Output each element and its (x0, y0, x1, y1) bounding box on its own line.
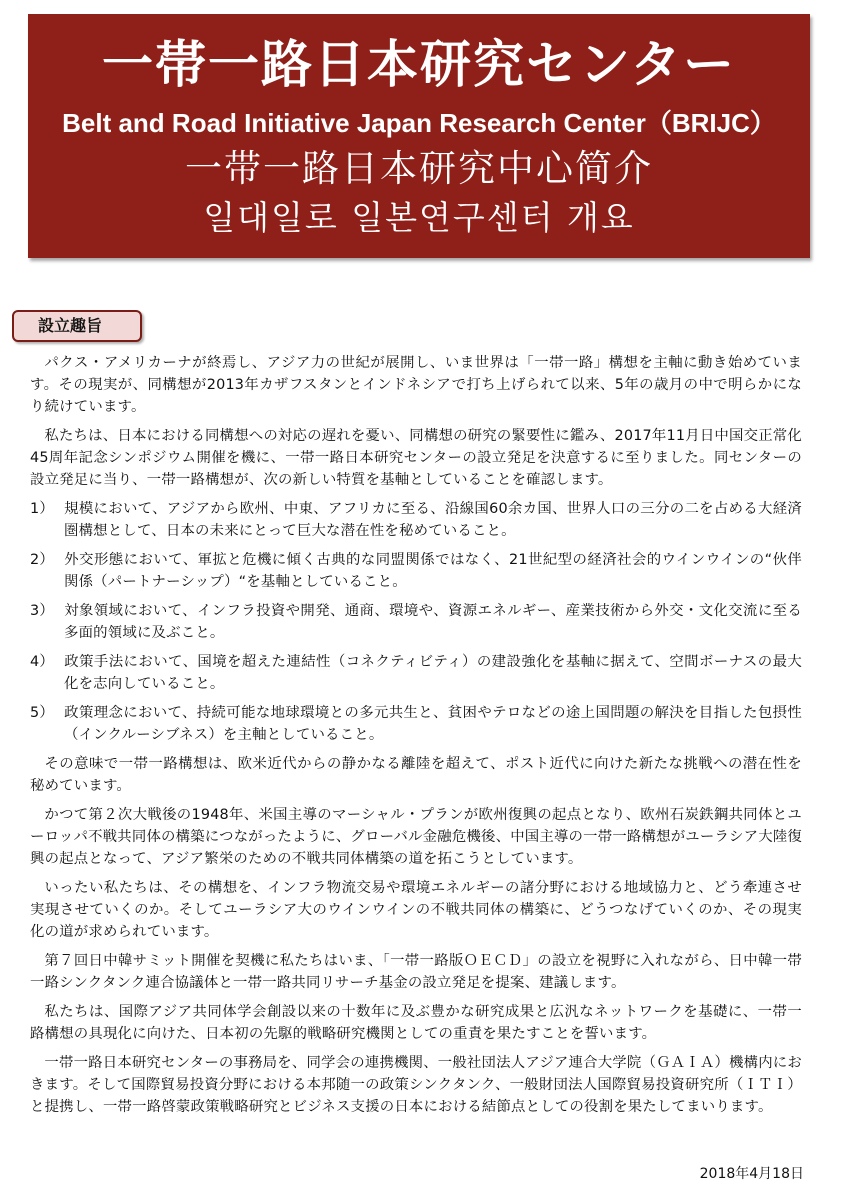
paragraph: 私たちは、日本における同構想への対応の遅れを憂い、同構想の研究の緊要性に鑑み、2017年11月日中国交正常化45周年記念シンポジウム開催を機に、一帯一路日本研究センターの設立発足を決意するに至りました。同センターの設立発足に当り、一帯一路構想が、次の新しい特質を基軸としていることを確認します。 (30, 428, 802, 488)
list-item-text: 外交形態において、軍拡と危機に傾く古典的な同盟関係ではなく、21世紀型の経済社会的ウインウインの“伙伴関係（パートナーシップ）“を基軸としていること。 (64, 552, 802, 590)
list-item-text: 政策手法において、国境を超えた連結性（コネクティビティ）の建設強化を基軸に据えて、空間ボーナスの最大化を志向していること。 (64, 654, 802, 692)
paragraph: かつて第２次大戦後の1948年、米国主導のマーシャル・プランが欧州復興の起点となり、欧州石炭鉄鋼共同体とユーロッパ不戦共同体の構築につながったように、グローバル金融危機後、中国主導の一帯一路構想がユーラシア大陸復興の起点となって、アジア繁栄のための不戦共同体構築の道を拓こうとしています。 (30, 807, 803, 867)
list-item-number: 5） (30, 705, 54, 721)
list-item (30, 651, 802, 695)
list-item-number: 1） (30, 501, 54, 517)
list-item (30, 549, 802, 593)
list-item (30, 600, 802, 644)
paragraph: その意味で一帯一路構想は、欧米近代からの静かなる離陸を超えて、ポスト近代に向けた新たな挑戦への潜在性を秘めています。 (30, 756, 802, 794)
paragraph: 私たちは、国際アジア共同体学会創設以来の十数年に及ぶ豊かな研究成果と広汎なネットワークを基礎に、一帯一路構想の具現化に向けた、日本初の先駆的戦略研究機関としての重責を果たすことを誓います。 (30, 1004, 802, 1042)
paragraph: パクス・アメリカーナが終焉し、アジア力の世紀が展開し、いま世界は「一帯一路」構想を主軸に動き始めています。その現実が、同構想が2013年カザフスタンとインドネシアで打ち上げられて以来、5年の歳月の中で明らかになり続けています。 (30, 355, 802, 415)
list-item (30, 702, 802, 746)
title-banner (28, 14, 810, 258)
list-item-number: 3） (30, 603, 54, 619)
list-item-text: 対象領域において、インフラ投資や開発、通商、環境や、資源エネルギー、産業技術から外交・文化交流に至る多面的領域に及ぶこと。 (64, 603, 802, 641)
title-english: Belt and Road Initiative Japan Research Center（BRIJC） (62, 108, 776, 138)
title-korean: 일대일로 일본연구센터 개요 (203, 198, 635, 237)
paragraph: 一帯一路日本研究センターの事務局を、同学会の連携機関、一般社団法人アジア連合大学院（ＧＡＩＡ）機構内におきます。そして国際貿易投資分野における本邦随一の政策シンクタンク、一般財団法人国際貿易投資研究所（ＩＴＩ）と提携し、一帯一路啓蒙政策戦略研究とビジネス支援の日本における結節点としての役割を果たしてまいります。 (30, 1055, 802, 1115)
title-japanese: 一帯一路日本研究センター (102, 36, 736, 95)
document-date: 2018年4月18日 (699, 1166, 804, 1182)
list-item-text: 政策理念において、持続可能な地球環境との多元共生と、貧困やテロなどの途上国問題の解決を目指した包摂性（インクルーシブネス）を主軸としていること。 (64, 705, 802, 743)
list-item-number: 2） (30, 552, 54, 568)
section-heading: 設立趣旨 (12, 310, 142, 342)
title-chinese: 一带一路日本研究中心简介 (185, 147, 653, 190)
paragraph: 第７回日中韓サミット開催を契機に私たちはいま、「一帯一路版ＯＥＣＤ」の設立を視野に入れながら、日中韓一帯一路シンクタンク連合協議体と一帯一路共同リサーチ基金の設立発足を提案、建議します。 (30, 953, 802, 991)
list-item-text: 規模において、アジアから欧州、中東、アフリカに至る、沿線国60余カ国、世界人口の三分の二を占める大経済圏構想として、日本の未来にとって巨大な潜在性を秘めていること。 (64, 501, 802, 539)
list-item-number: 4） (30, 654, 54, 670)
document-body (30, 352, 802, 1125)
list-item (30, 498, 802, 542)
paragraph: いったい私たちは、その構想を、インフラ物流交易や環境エネルギーの諸分野における地域協力と、どう牽連させ実現させていくのか。そしてユーラシア大のウインウインの不戦共同体の構築に、どうつなげていくのか、その現実化の道が求められています。 (30, 880, 802, 940)
